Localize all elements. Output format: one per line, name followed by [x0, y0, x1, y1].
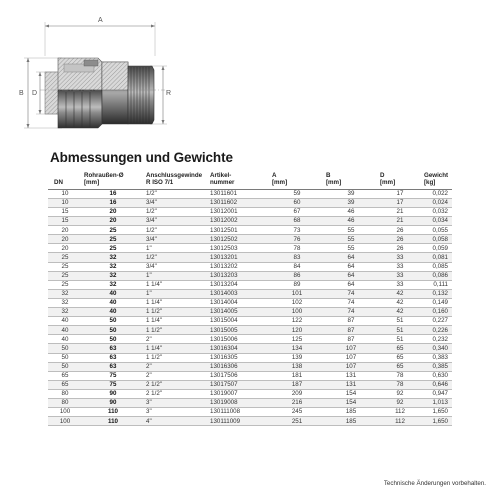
col-header-a: A [mm]: [270, 172, 324, 189]
cell-gewicht: 0,227: [422, 317, 452, 326]
cell-dn: 32: [48, 289, 82, 298]
col-header-gewicht: Gewicht [kg]: [422, 172, 452, 189]
cell-a: 67: [270, 208, 324, 217]
cell-rohr: 110: [82, 417, 144, 426]
cell-gewicht: 0,111: [422, 280, 452, 289]
cell-b: 154: [324, 398, 378, 407]
cell-a: 89: [270, 280, 324, 289]
cell-a: 59: [270, 189, 324, 198]
cell-b: 55: [324, 235, 378, 244]
cell-rohr: 40: [82, 298, 144, 307]
cell-rohr: 25: [82, 244, 144, 253]
cell-dn: 50: [48, 353, 82, 362]
cell-artikel: 13016304: [208, 344, 270, 353]
cell-gewinde: 2": [144, 362, 208, 371]
cell-b: 107: [324, 353, 378, 362]
cell-d: 33: [378, 253, 422, 262]
cell-gewinde: 1": [144, 289, 208, 298]
cell-dn: 50: [48, 362, 82, 371]
cell-b: 74: [324, 298, 378, 307]
cell-gewicht: 0,022: [422, 189, 452, 198]
cell-gewinde: 4": [144, 417, 208, 426]
cell-artikel: 13014003: [208, 289, 270, 298]
table-row: [48, 262, 452, 271]
cell-a: 245: [270, 408, 324, 417]
cell-d: 51: [378, 317, 422, 326]
cell-gewicht: 0,383: [422, 353, 452, 362]
table-row: [48, 326, 452, 335]
cell-b: 64: [324, 253, 378, 262]
dimension-d-label: D: [32, 90, 38, 97]
cell-dn: 20: [48, 235, 82, 244]
table-row: [48, 344, 452, 353]
cell-b: 74: [324, 308, 378, 317]
cell-a: 181: [270, 371, 324, 380]
cell-artikel: 13012503: [208, 244, 270, 253]
cell-gewicht: 1,013: [422, 398, 452, 407]
table-row: [48, 317, 452, 326]
cell-dn: 25: [48, 271, 82, 280]
cell-a: 86: [270, 271, 324, 280]
cell-d: 92: [378, 389, 422, 398]
cell-artikel: 13017506: [208, 371, 270, 380]
dimension-a-label: A: [98, 17, 103, 24]
dimensions-table: [48, 172, 452, 426]
table-row: [48, 280, 452, 289]
cell-artikel: 13011602: [208, 198, 270, 207]
col-header-d: D [mm]: [378, 172, 422, 189]
cell-gewicht: 0,646: [422, 380, 452, 389]
cell-b: 185: [324, 417, 378, 426]
table-row: [48, 371, 452, 380]
cell-a: 78: [270, 244, 324, 253]
table-row: [48, 408, 452, 417]
cell-rohr: 75: [82, 371, 144, 380]
cell-gewicht: 0,947: [422, 389, 452, 398]
cell-d: 65: [378, 353, 422, 362]
cell-a: 209: [270, 389, 324, 398]
cell-gewicht: 0,059: [422, 244, 452, 253]
cell-b: 185: [324, 408, 378, 417]
cell-b: 87: [324, 335, 378, 344]
cell-b: 64: [324, 280, 378, 289]
cell-d: 42: [378, 308, 422, 317]
cell-b: 74: [324, 289, 378, 298]
cell-dn: 80: [48, 389, 82, 398]
cell-rohr: 25: [82, 226, 144, 235]
cell-a: 120: [270, 326, 324, 335]
cell-gewinde: 1": [144, 244, 208, 253]
cell-artikel: 130111009: [208, 417, 270, 426]
cell-dn: 10: [48, 189, 82, 198]
cell-gewinde: 1/2": [144, 208, 208, 217]
cell-gewicht: 0,160: [422, 308, 452, 317]
cell-rohr: 40: [82, 308, 144, 317]
cell-artikel: 13016305: [208, 353, 270, 362]
col-header-b: B [mm]: [324, 172, 378, 189]
cell-artikel: 13012002: [208, 217, 270, 226]
cell-rohr: 32: [82, 271, 144, 280]
table-row: [48, 398, 452, 407]
cell-b: 46: [324, 217, 378, 226]
table-row: [48, 271, 452, 280]
cell-rohr: 50: [82, 326, 144, 335]
cell-dn: 25: [48, 253, 82, 262]
cell-d: 17: [378, 189, 422, 198]
table-row: [48, 353, 452, 362]
cell-dn: 100: [48, 417, 82, 426]
cell-rohr: 20: [82, 208, 144, 217]
cell-b: 46: [324, 208, 378, 217]
col-header-rohr: Rohraußen-Ø [mm]: [82, 172, 144, 189]
table-row: [48, 208, 452, 217]
table-row: [48, 253, 452, 262]
cell-gewinde: 3": [144, 408, 208, 417]
cell-dn: 32: [48, 298, 82, 307]
cell-rohr: 63: [82, 362, 144, 371]
cell-gewinde: 1/2": [144, 253, 208, 262]
cell-d: 51: [378, 326, 422, 335]
cell-a: 83: [270, 253, 324, 262]
cell-b: 154: [324, 389, 378, 398]
cell-dn: 32: [48, 308, 82, 317]
cell-gewicht: 0,630: [422, 371, 452, 380]
footer-note: Technische Änderungen vorbehalten.: [383, 480, 486, 487]
cell-b: 131: [324, 371, 378, 380]
cell-gewicht: 0,340: [422, 344, 452, 353]
cell-gewinde: 3/4": [144, 217, 208, 226]
col-header-gewinde: Anschlussgewinde R ISO 7/1: [144, 172, 208, 189]
cell-b: 55: [324, 244, 378, 253]
cell-rohr: 110: [82, 408, 144, 417]
cell-d: 26: [378, 226, 422, 235]
cell-artikel: 13019008: [208, 398, 270, 407]
cell-b: 87: [324, 317, 378, 326]
table-row: [48, 389, 452, 398]
section-title: Abmessungen und Gewichte: [50, 150, 233, 165]
cell-dn: 40: [48, 317, 82, 326]
cell-b: 64: [324, 262, 378, 271]
cell-d: 112: [378, 417, 422, 426]
cell-a: 216: [270, 398, 324, 407]
cell-gewinde: 3/4": [144, 235, 208, 244]
cell-b: 39: [324, 189, 378, 198]
cell-a: 73: [270, 226, 324, 235]
cell-rohr: 32: [82, 253, 144, 262]
cell-rohr: 50: [82, 335, 144, 344]
cell-d: 78: [378, 380, 422, 389]
cell-artikel: 13013203: [208, 271, 270, 280]
table-row: [48, 226, 452, 235]
cell-a: 122: [270, 317, 324, 326]
cell-gewicht: 0,081: [422, 253, 452, 262]
cell-d: 78: [378, 371, 422, 380]
cell-b: 64: [324, 271, 378, 280]
cell-rohr: 16: [82, 189, 144, 198]
cell-d: 33: [378, 262, 422, 271]
cell-dn: 80: [48, 398, 82, 407]
cell-a: 187: [270, 380, 324, 389]
cell-gewicht: 1,650: [422, 417, 452, 426]
cell-gewicht: 0,149: [422, 298, 452, 307]
table-row: [48, 289, 452, 298]
cell-a: 102: [270, 298, 324, 307]
cell-dn: 25: [48, 262, 82, 271]
cell-a: 68: [270, 217, 324, 226]
cell-dn: 40: [48, 335, 82, 344]
cell-dn: 50: [48, 344, 82, 353]
cell-gewicht: 0,385: [422, 362, 452, 371]
cell-b: 39: [324, 198, 378, 207]
cell-gewinde: 1": [144, 271, 208, 280]
cell-gewinde: 2 1/2": [144, 380, 208, 389]
table-row: [48, 217, 452, 226]
cell-gewinde: 3/4": [144, 198, 208, 207]
cell-gewinde: 1 1/4": [144, 280, 208, 289]
cell-rohr: 50: [82, 317, 144, 326]
cell-a: 101: [270, 289, 324, 298]
cell-dn: 40: [48, 326, 82, 335]
cell-gewicht: 0,034: [422, 217, 452, 226]
cell-gewinde: 1 1/2": [144, 308, 208, 317]
cell-dn: 10: [48, 198, 82, 207]
cell-a: 100: [270, 308, 324, 317]
cell-b: 131: [324, 380, 378, 389]
cell-gewinde: 1 1/4": [144, 317, 208, 326]
cell-gewinde: 2": [144, 371, 208, 380]
table-row: [48, 308, 452, 317]
table-row: [48, 335, 452, 344]
table-row: [48, 417, 452, 426]
cell-a: 138: [270, 362, 324, 371]
cell-rohr: 40: [82, 289, 144, 298]
cell-gewinde: 2 1/2": [144, 389, 208, 398]
table-body: [48, 189, 452, 425]
table-row: [48, 362, 452, 371]
cell-rohr: 63: [82, 344, 144, 353]
cell-gewicht: 0,032: [422, 208, 452, 217]
dimension-b-label: B: [19, 90, 24, 97]
cell-d: 51: [378, 335, 422, 344]
cell-b: 87: [324, 326, 378, 335]
cell-gewicht: 0,132: [422, 289, 452, 298]
table-row: [48, 244, 452, 253]
cell-gewinde: 1/2": [144, 226, 208, 235]
table-row: [48, 235, 452, 244]
dimension-a: [45, 17, 155, 56]
cell-dn: 20: [48, 226, 82, 235]
cell-rohr: 90: [82, 389, 144, 398]
cell-a: 84: [270, 262, 324, 271]
cell-artikel: 13017507: [208, 380, 270, 389]
cell-gewicht: 0,085: [422, 262, 452, 271]
cell-a: 125: [270, 335, 324, 344]
cell-rohr: 32: [82, 280, 144, 289]
cell-dn: 25: [48, 280, 82, 289]
cell-d: 112: [378, 408, 422, 417]
cell-artikel: 13013204: [208, 280, 270, 289]
cell-artikel: 13013202: [208, 262, 270, 271]
cell-artikel: 13015005: [208, 326, 270, 335]
cell-d: 92: [378, 398, 422, 407]
fitting-drawing: [0, 0, 500, 142]
cell-gewicht: 0,055: [422, 226, 452, 235]
cell-dn: 15: [48, 208, 82, 217]
fitting-body: [40, 58, 165, 128]
col-header-dn: DN: [48, 172, 82, 189]
cell-d: 26: [378, 244, 422, 253]
cell-gewinde: 1 1/2": [144, 353, 208, 362]
cell-gewicht: 0,024: [422, 198, 452, 207]
cell-d: 21: [378, 208, 422, 217]
cell-d: 42: [378, 298, 422, 307]
cell-gewicht: 0,058: [422, 235, 452, 244]
col-header-artikel: Artikel- nummer: [208, 172, 270, 189]
cell-gewinde: 1 1/4": [144, 298, 208, 307]
cell-dn: 65: [48, 380, 82, 389]
cell-artikel: 13019007: [208, 389, 270, 398]
cell-rohr: 63: [82, 353, 144, 362]
dimension-r-label: R: [166, 90, 172, 97]
cell-a: 60: [270, 198, 324, 207]
cell-gewinde: 1/2": [144, 189, 208, 198]
cell-gewicht: 0,226: [422, 326, 452, 335]
cell-artikel: 13012501: [208, 226, 270, 235]
cell-artikel: 13014004: [208, 298, 270, 307]
cell-d: 42: [378, 289, 422, 298]
cell-gewinde: 1 1/2": [144, 326, 208, 335]
cell-dn: 20: [48, 244, 82, 253]
table-row: [48, 189, 452, 198]
table-row: [48, 198, 452, 207]
cell-artikel: 13011601: [208, 189, 270, 198]
cell-artikel: 13014005: [208, 308, 270, 317]
cell-gewicht: 0,086: [422, 271, 452, 280]
cell-gewicht: 0,232: [422, 335, 452, 344]
cell-artikel: 13016306: [208, 362, 270, 371]
table-row: [48, 298, 452, 307]
cell-rohr: 90: [82, 398, 144, 407]
cell-b: 107: [324, 362, 378, 371]
cell-rohr: 32: [82, 262, 144, 271]
cell-rohr: 16: [82, 198, 144, 207]
cell-artikel: 13013201: [208, 253, 270, 262]
cell-rohr: 75: [82, 380, 144, 389]
cell-artikel: 13012502: [208, 235, 270, 244]
cell-a: 251: [270, 417, 324, 426]
table-header-row: [48, 172, 452, 189]
cell-gewinde: 3": [144, 398, 208, 407]
cell-rohr: 20: [82, 217, 144, 226]
cell-gewicht: 1,650: [422, 408, 452, 417]
cell-a: 134: [270, 344, 324, 353]
cell-d: 26: [378, 235, 422, 244]
cell-artikel: 13015004: [208, 317, 270, 326]
cell-rohr: 25: [82, 235, 144, 244]
cell-b: 107: [324, 344, 378, 353]
cell-d: 17: [378, 198, 422, 207]
cell-gewinde: 3/4": [144, 262, 208, 271]
cell-a: 139: [270, 353, 324, 362]
cell-artikel: 13012001: [208, 208, 270, 217]
cell-d: 33: [378, 271, 422, 280]
cell-a: 76: [270, 235, 324, 244]
cell-dn: 100: [48, 408, 82, 417]
cell-d: 33: [378, 280, 422, 289]
cell-dn: 15: [48, 217, 82, 226]
cell-b: 55: [324, 226, 378, 235]
cell-gewinde: 1 1/4": [144, 344, 208, 353]
cell-artikel: 13015006: [208, 335, 270, 344]
cell-d: 65: [378, 344, 422, 353]
table-row: [48, 380, 452, 389]
cell-d: 21: [378, 217, 422, 226]
cell-artikel: 130111008: [208, 408, 270, 417]
cell-d: 65: [378, 362, 422, 371]
cell-dn: 65: [48, 371, 82, 380]
cell-gewinde: 2": [144, 335, 208, 344]
